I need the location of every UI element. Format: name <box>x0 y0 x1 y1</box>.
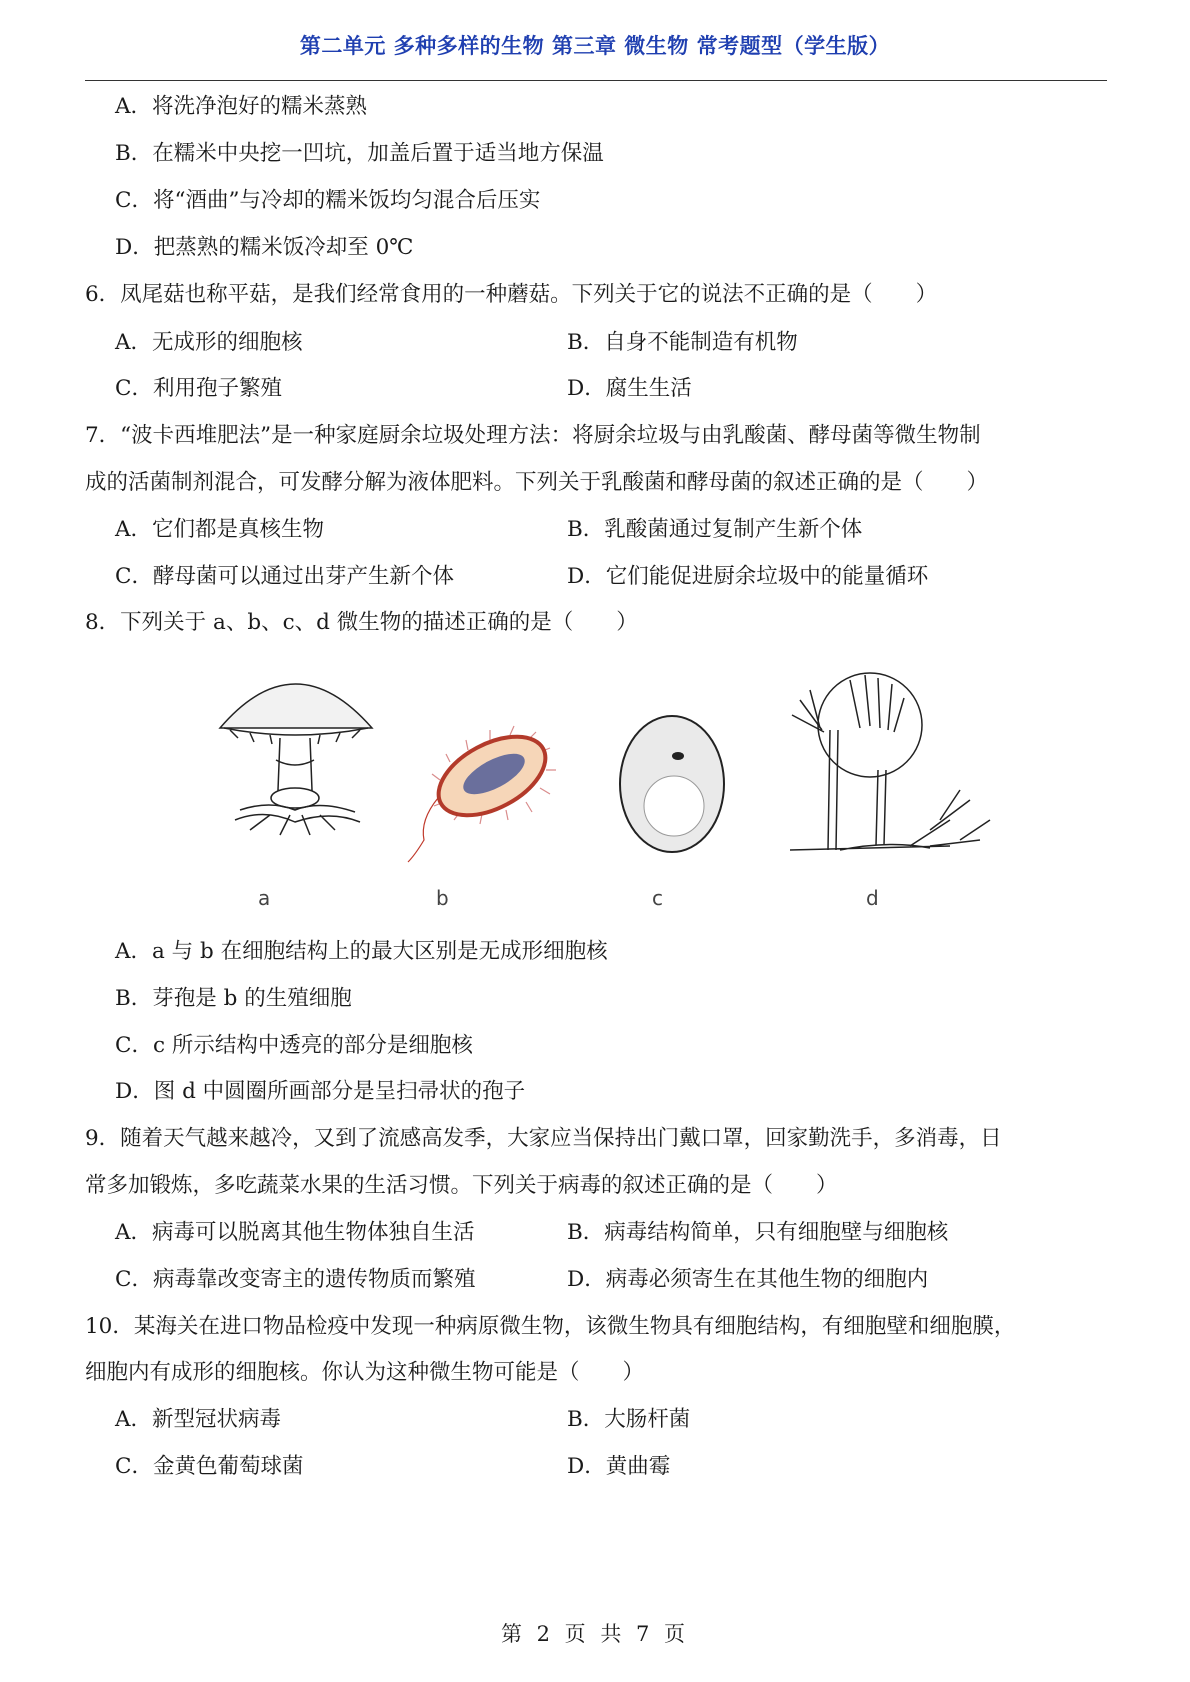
mushroom-illustration <box>220 684 372 835</box>
q5-option-c: C．将“酒曲”与冷却的糯米饭均匀混合后压实 <box>115 188 541 213</box>
q10-option-b: B．大肠杆菌 <box>567 1407 691 1432</box>
q8-option-a: A．a 与 b 在细胞结构上的最大区别是无成形细胞核 <box>115 939 608 964</box>
q7-option-c: C．酵母菌可以通过出芽产生新个体 <box>115 564 454 589</box>
q8-option-d: D．图 d 中圆圈所画部分是呈扫帚状的孢子 <box>115 1079 526 1104</box>
q6-option-d: D．腐生生活 <box>567 376 692 401</box>
q9-stem-line1: 9．随着天气越来越冷，又到了流感高发季，大家应当保持出门戴口罩，回家勤洗手，多消毒，日 <box>85 1126 1002 1151</box>
q9-option-a: A．病毒可以脱离其他生物体独自生活 <box>115 1220 475 1245</box>
q9-option-d: D．病毒必须寄生在其他生物的细胞内 <box>567 1267 929 1292</box>
q9-option-b: B．病毒结构简单，只有细胞壁与细胞核 <box>567 1220 949 1245</box>
figure-label-a: a <box>258 886 271 910</box>
header-divider <box>85 80 1107 81</box>
mold-illustration <box>790 673 990 850</box>
q6-option-c: C．利用孢子繁殖 <box>115 376 282 401</box>
q8-option-b: B．芽孢是 b 的生殖细胞 <box>115 986 352 1011</box>
q9-option-c: C．病毒靠改变寄主的遗传物质而繁殖 <box>115 1267 476 1292</box>
q10-option-a: A．新型冠状病毒 <box>115 1407 282 1432</box>
q10-option-c: C．金黄色葡萄球菌 <box>115 1454 304 1479</box>
q5-option-a: A．将洗净泡好的糯米蒸熟 <box>115 94 368 119</box>
q5-option-d: D．把蒸熟的糯米饭冷却至 0℃ <box>115 235 414 260</box>
q7-option-a: A．它们都是真核生物 <box>115 517 325 542</box>
q7-option-b: B．乳酸菌通过复制产生新个体 <box>567 517 863 542</box>
q5-option-b: B．在糯米中央挖一凹坑，加盖后置于适当地方保温 <box>115 141 604 166</box>
yeast-cell-illustration <box>620 716 724 852</box>
q7-stem-line1: 7．“波卡西堆肥法”是一种家庭厨余垃圾处理方法：将厨余垃圾与由乳酸菌、酵母菌等微生物制 <box>85 423 981 448</box>
q9-stem-line2: 常多加锻炼，多吃蔬菜水果的生活习惯。下列关于病毒的叙述正确的是（ ） <box>85 1173 838 1198</box>
q6-stem: 6．凤尾菇也称平菇，是我们经常食用的一种蘑菇。下列关于它的说法不正确的是（ ） <box>85 282 938 307</box>
q7-option-d: D．它们能促进厨余垃圾中的能量循环 <box>567 564 929 589</box>
q6-option-a: A．无成形的细胞核 <box>115 330 303 355</box>
q6-option-b: B．自身不能制造有机物 <box>567 330 798 355</box>
page-number-footer: 第 2 页 共 7 页 <box>500 1622 690 1646</box>
figure-label-b: b <box>436 886 449 910</box>
q7-stem-line2: 成的活菌制剂混合，可发酵分解为液体肥料。下列关于乳酸菌和酵母菌的叙述正确的是（ ） <box>85 470 989 495</box>
q10-stem-line1: 10．某海关在进口物品检疫中发现一种病原微生物，该微生物具有细胞结构，有细胞壁和细胞膜， <box>85 1314 1016 1339</box>
figure-label-c: c <box>652 886 663 910</box>
figure-label-d: d <box>866 886 879 910</box>
q8-option-c: C．c 所示结构中透亮的部分是细胞核 <box>115 1033 473 1058</box>
q10-stem-line2: 细胞内有成形的细胞核。你认为这种微生物可能是（ ） <box>85 1360 645 1385</box>
microorganism-figure <box>210 670 1010 915</box>
q10-option-d: D．黄曲霉 <box>567 1454 671 1479</box>
bacterium-illustration <box>408 721 558 862</box>
page-header-title: 第二单元 多种多样的生物 第三章 微生物 常考题型（学生版） <box>299 34 891 58</box>
q8-stem: 8．下列关于 a、b、c、d 微生物的描述正确的是（ ） <box>85 610 638 635</box>
